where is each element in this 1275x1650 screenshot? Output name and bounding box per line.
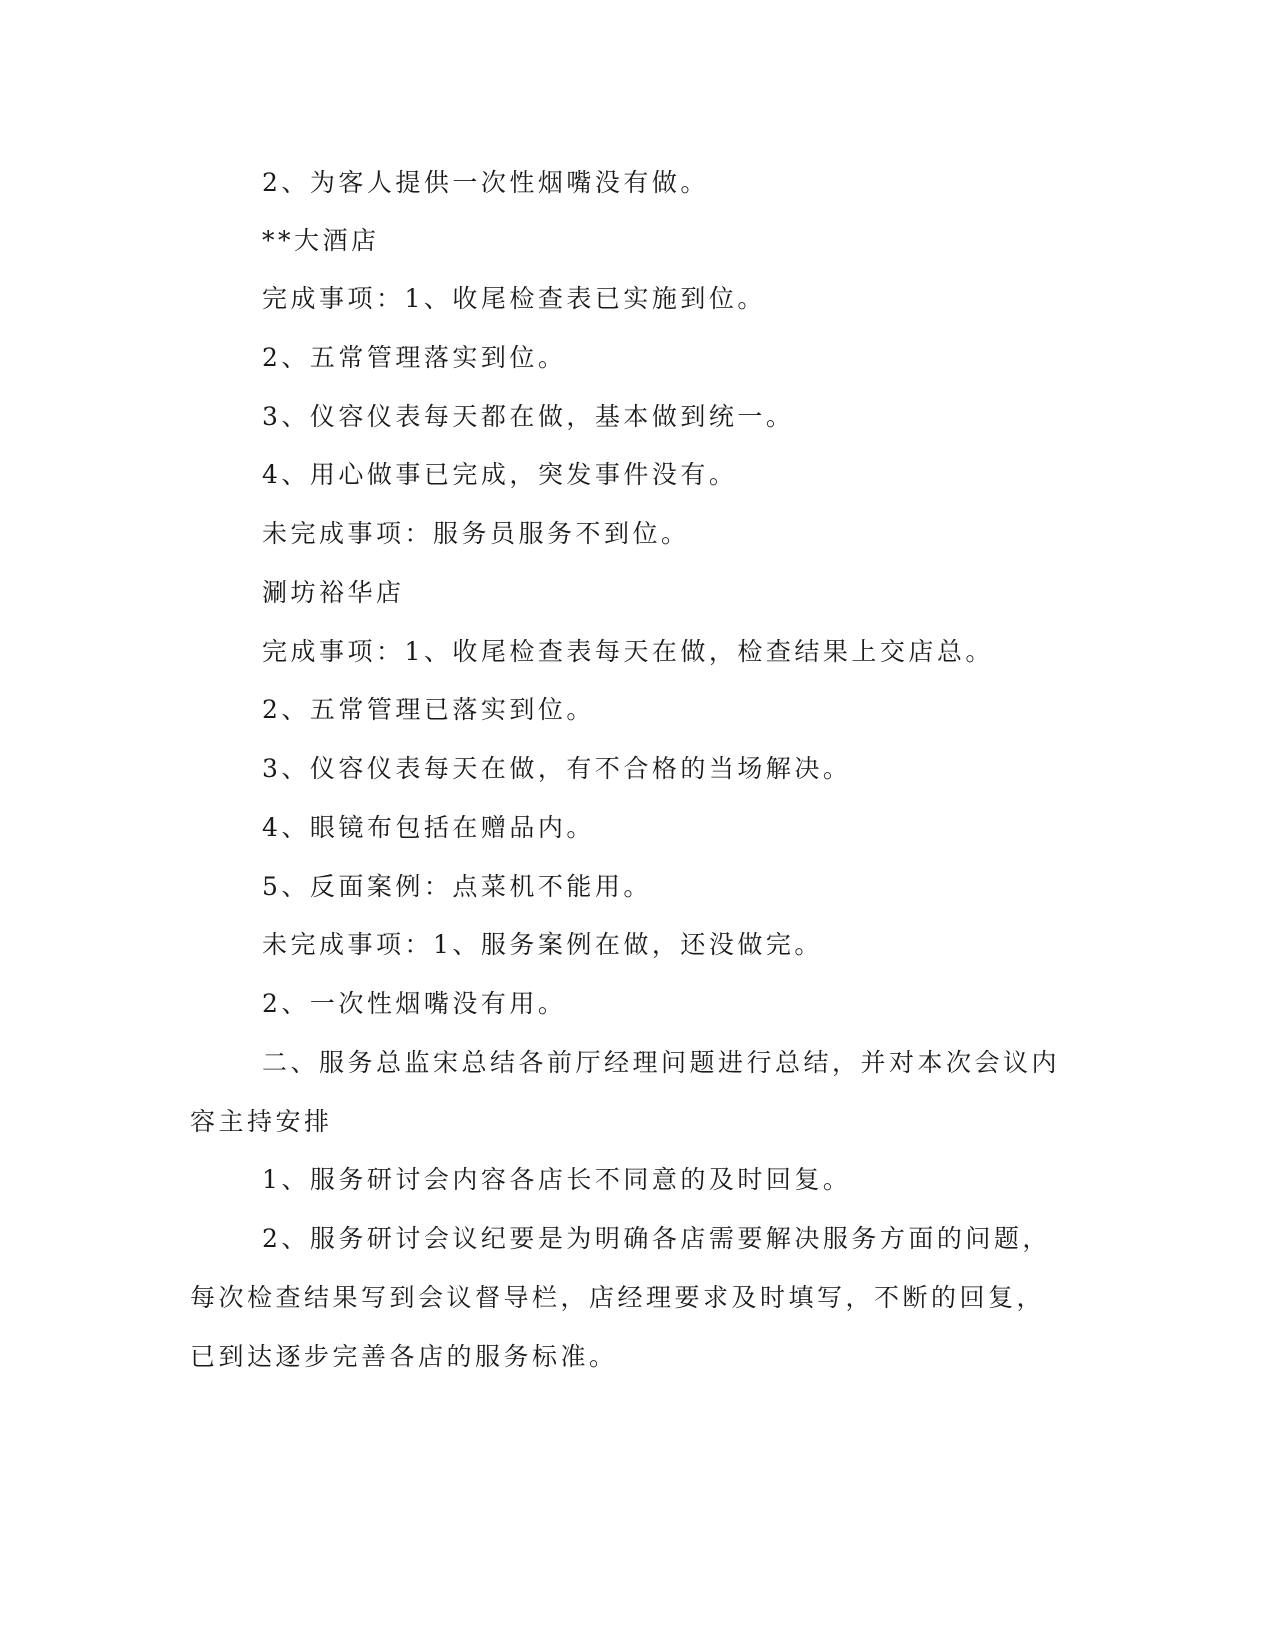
paragraph-line: 2、一次性烟嘴没有用。: [262, 989, 567, 1018]
paragraph-line: 4、眼镜布包括在赠品内。: [262, 813, 595, 842]
section-heading-line: 二、服务总监宋总结各前厅经理问题进行总结，并对本次会议内: [262, 1048, 1061, 1077]
paragraph-line: 4、用心做事已完成，突发事件没有。: [262, 460, 738, 489]
paragraph-line: 2、五常管理落实到位。: [262, 343, 567, 372]
paragraph-line: 3、仪容仪表每天在做，有不合格的当场解决。: [262, 754, 852, 783]
paragraph-line: 未完成事项：服务员服务不到位。: [262, 519, 690, 548]
paragraph-line: 未完成事项：1、服务案例在做，还没做完。: [262, 930, 823, 959]
paragraph-line: 2、五常管理已落实到位。: [262, 695, 595, 724]
paragraph-line: 1、服务研讨会内容各店长不同意的及时回复。: [262, 1165, 852, 1194]
section-heading-continuation: 容主持安排: [190, 1107, 333, 1136]
paragraph-line: 2、为客人提供一次性烟嘴没有做。: [262, 168, 709, 197]
paragraph-continuation: 已到达逐步完善各店的服务标准。: [190, 1342, 618, 1371]
paragraph-line: 完成事项：1、收尾检查表每天在做，检查结果上交店总。: [262, 637, 994, 666]
paragraph-line: 完成事项：1、收尾检查表已实施到位。: [262, 284, 766, 313]
paragraph-line: 2、服务研讨会议纪要是为明确各店需要解决服务方面的问题，: [262, 1224, 1051, 1253]
store-heading: **大酒店: [262, 226, 380, 255]
store-heading: 涮坊裕华店: [262, 578, 405, 607]
paragraph-line: 5、反面案例：点菜机不能用。: [262, 872, 652, 901]
paragraph-continuation: 每次检查结果写到会议督导栏，店经理要求及时填写，不断的回复，: [190, 1283, 1046, 1312]
paragraph-line: 3、仪容仪表每天都在做，基本做到统一。: [262, 402, 795, 431]
